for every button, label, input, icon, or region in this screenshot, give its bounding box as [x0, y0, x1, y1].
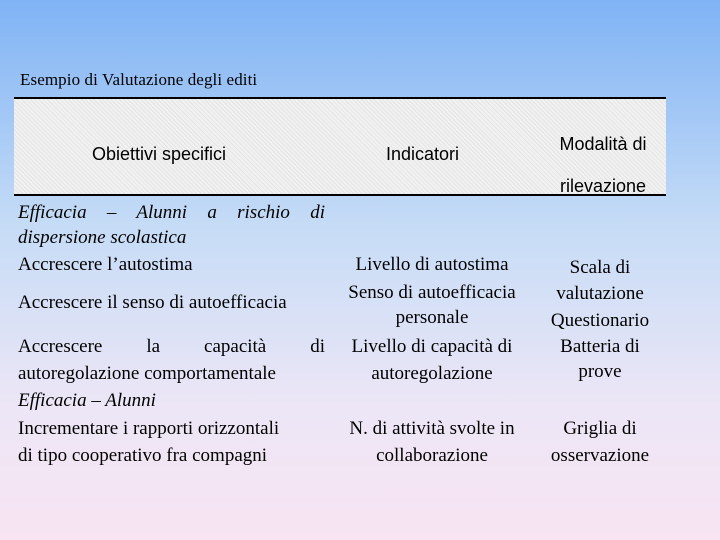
mode-2: Questionario [550, 310, 650, 331]
section-heading-1: Efficacia – Alunni a rischio di [18, 202, 325, 223]
objective-3: Accrescere la capacità di [18, 336, 325, 357]
indicator-4: N. di attività svolte in [349, 418, 515, 439]
indicator-4-cont: collaborazione [376, 445, 488, 466]
objective-4: Incrementare i rapporti orizzontali [18, 418, 280, 439]
header-indicators: Indicatori [386, 144, 460, 164]
objective-2: Accrescere il senso di autoefficacia [18, 292, 287, 313]
mode-3-cont: prove [578, 361, 622, 382]
table-header [14, 97, 666, 196]
indicator-3: Livello di capacità di [351, 336, 513, 357]
header-objectives: Obiettivi specifici [92, 144, 227, 164]
mode-1-cont: valutazione [556, 283, 644, 304]
mode-4-cont: osservazione [550, 445, 650, 466]
indicator-2: Senso di autoefficacia [348, 282, 516, 303]
mode-4: Griglia di [563, 418, 637, 439]
objective-1: Accrescere l’autostima [18, 254, 193, 275]
header-modes-line1: Modalità di [559, 134, 647, 154]
objective-4-cont: di tipo cooperativo fra compagni [18, 445, 268, 466]
objective-3-cont: autoregolazione comportamentale [18, 363, 276, 384]
mode-1: Scala di [569, 257, 631, 278]
indicator-3-cont: autoregolazione [371, 363, 493, 384]
table-caption: Esempio di Valutazione degli editi [20, 70, 258, 89]
header-modes-line2: rilevazione [559, 176, 647, 196]
section-heading-1-cont: dispersione scolastica [18, 227, 187, 248]
indicator-1: Livello di autostima [355, 254, 509, 275]
mode-3: Batteria di [560, 336, 640, 357]
section-heading-2: Efficacia – Alunni [18, 390, 156, 411]
indicator-2-cont: personale [395, 307, 469, 328]
header-modes [544, 123, 662, 207]
